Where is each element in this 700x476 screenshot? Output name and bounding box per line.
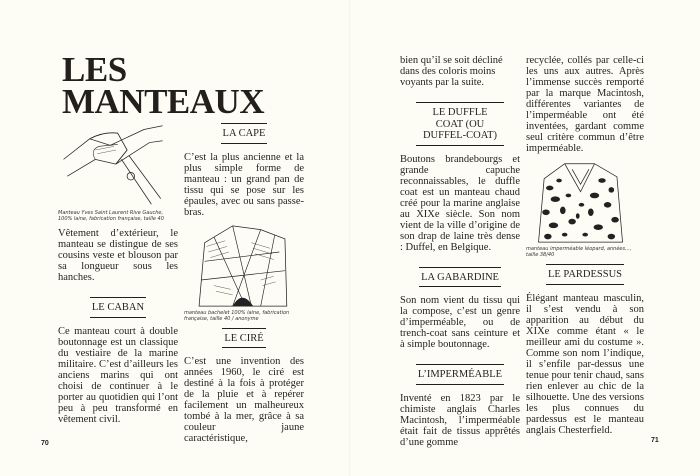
section-heading-cape: LA CAPE (184, 123, 304, 144)
section-heading-caban: LE CABAN (58, 297, 178, 318)
raincoat-illustration (192, 224, 292, 308)
right-column-1 (400, 55, 520, 448)
illustration-caption: Manteau Yves Saint Laurent Rive Gauche, 100% laine, fabrication française, taille 40 (58, 210, 164, 222)
section-text-cire: C’est une invention des années 1960, le ciré est destiné à la fois à protéger de la pluie et à repérer facilement un malheureux tombé à la mer, grâce à sa couleur jaune caractéristique, (184, 356, 304, 444)
leopard-coat-illustration (536, 160, 626, 244)
page-number-right: 71 (651, 437, 659, 444)
section-text-cape: C’est la plus ancienne et la plus simple forme de manteau : un grand pan de tissu qui se pose sur les épaules, avec ou sans passe-bras. (184, 151, 304, 218)
section-text-impermeable: Inventé en 1823 par le chimiste anglais Charles Macintosh, l’imperméable était fait de tissus apprêtés d’une gomme (400, 392, 520, 448)
section-text-gabardine: Son nom vient du tissu qui la compose, c’est un genre d’imperméable, ou de trench-coat sans ceinture et à simple boutonnage. (400, 295, 520, 350)
illustration-caption: manteau imperméable léopard, années..., taille 38/40 (526, 246, 632, 258)
right-column-2 (526, 55, 644, 436)
intro-text: Vêtement d’extérieur, le manteau se distingue de ses cousins veste et blouson par sa longueur sous les hanches. (58, 228, 178, 283)
cire-continued-text: bien qu’il se soit décliné dans des coloris moins voyants par la suite. (400, 55, 503, 88)
section-text-duffle-coat: Boutons brandebourgs et grande capuche reconnaissables, le duffle coat est un manteau chaud créé pour la marine anglaise au XIXe siècle. Son nom vient de la ville d’origine de son drap de laine très dense : Duffel, en Belgique. (400, 153, 520, 253)
section-heading-impermeable: L’IMPERMÉABLE (400, 364, 520, 385)
page-title: LES MANTEAUX (62, 50, 265, 121)
section-heading-gabardine: LA GABARDINE (400, 267, 520, 288)
section-text-caban: Ce manteau court à double boutonnage est un classique du vestiaire de la marine militaire. C’est d’ailleurs les anciens marins qui ont choisi de continuer à le porter au quotidien qui l’ont peu à peu transformé en vêtement civil. (58, 325, 178, 425)
coat-collar-illustration (58, 122, 170, 208)
page-number-left: 70 (41, 440, 49, 447)
gutter (349, 0, 351, 476)
left-column-2 (184, 123, 304, 444)
left-column-1 (58, 122, 178, 425)
section-heading-duffle-coat: LE DUFFLE COAT (OU DUFFEL-COAT) (400, 102, 520, 146)
illustration-caption: manteau bachelet 100% laine, fabrication française, taille 40 / anonyme (184, 309, 290, 322)
section-heading-cire: LE CIRÉ (184, 328, 304, 349)
section-text-pardessus: Élégant manteau masculin, il s’est vendu à son apparition au début du XIXe comme étant « le meilleur ami du costume ». Comme son nom l’indique, il s’enfile par-dessus une tenue pour tenir chaud, sans rien enlever au chic de la silhouette. Une des versions les plus connues du pardessus est le manteau anglais Chesterfield. (526, 292, 644, 436)
section-heading-pardessus: LE PARDESSUS (526, 264, 644, 285)
impermeable-continued-text: recyclée, collés par celle-ci les uns aux autres. Après l’immense succès remporté par la marque Macintosh, différentes variantes de l’imperméable ont été inventées, gardant comme seul critère commun d’être imperméable. (526, 55, 644, 154)
